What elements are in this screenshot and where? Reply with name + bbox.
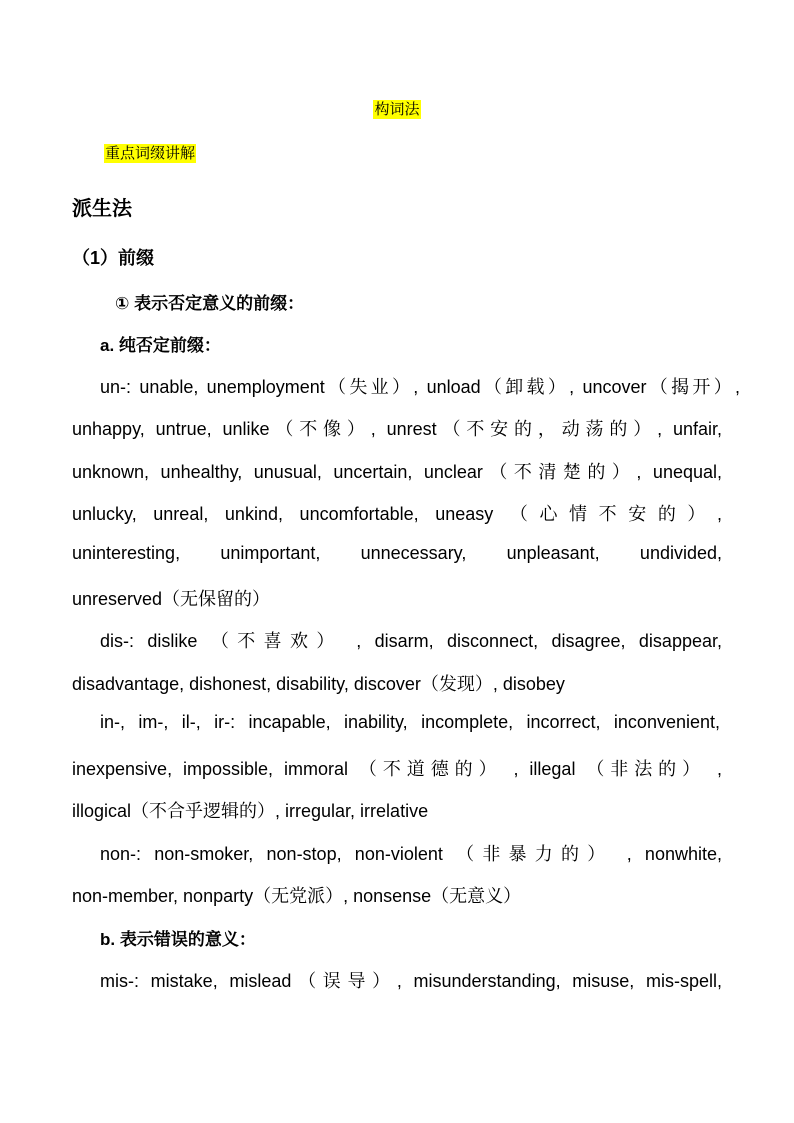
text-line: unlucky, unreal, unkind, uncomfortable, uneasy （心情不安的）, (72, 504, 722, 524)
text-line: in-, im-, il-, ir-: incapable, inability, incomplete, incorrect, inconvenient, (100, 712, 720, 732)
doc-title-wrap (0, 98, 794, 119)
item-a-heading: a. 纯否定前缀： (100, 336, 221, 355)
doc-subtitle: 重点词缀讲解 (105, 145, 196, 162)
text-line: illogical（不合乎逻辑的）, irregular, irrelative (72, 801, 429, 821)
text-line: uninteresting, unimportant, unnecessary, unpleasant, undivided, (72, 543, 722, 563)
text-line: disadvantage, dishonest, disability, discover（发现）, disobey (72, 674, 565, 694)
section-heading: 派生法 (72, 198, 132, 220)
text-line: un-: unable, unemployment（失业）, unload（卸载）, uncover（揭开）, (100, 377, 740, 397)
subsub-heading: ① 表示否定意义的前缀： (115, 294, 305, 313)
text-line: mis-: mistake, mislead（误导）, misunderstanding, misuse, mis-spell, (100, 971, 722, 991)
text-line: dis-: dislike （不喜欢） , disarm, disconnect, disagree, disappear, (100, 631, 722, 651)
item-b-heading: b. 表示错误的意义： (100, 930, 256, 949)
text-line: unhappy, untrue, unlike（不像）, unrest（不安的，动荡的）, unfair, (72, 419, 722, 439)
doc-subtitle-wrap (104, 142, 196, 163)
subsection-heading: （1）前缀 (72, 248, 155, 268)
text-line: inexpensive, impossible, immoral （不道德的） , illegal （非法的） , (72, 759, 722, 779)
text-line: unknown, unhealthy, unusual, uncertain, unclear（不清楚的）, unequal, (72, 462, 722, 482)
text-line: unreserved（无保留的） (72, 589, 271, 609)
text-line: non-: non-smoker, non-stop, non-violent （非暴力的） , nonwhite, (100, 844, 722, 864)
doc-title: 构词法 (374, 101, 420, 118)
text-line: non-member, nonparty（无党派）, nonsense（无意义） (72, 886, 522, 906)
